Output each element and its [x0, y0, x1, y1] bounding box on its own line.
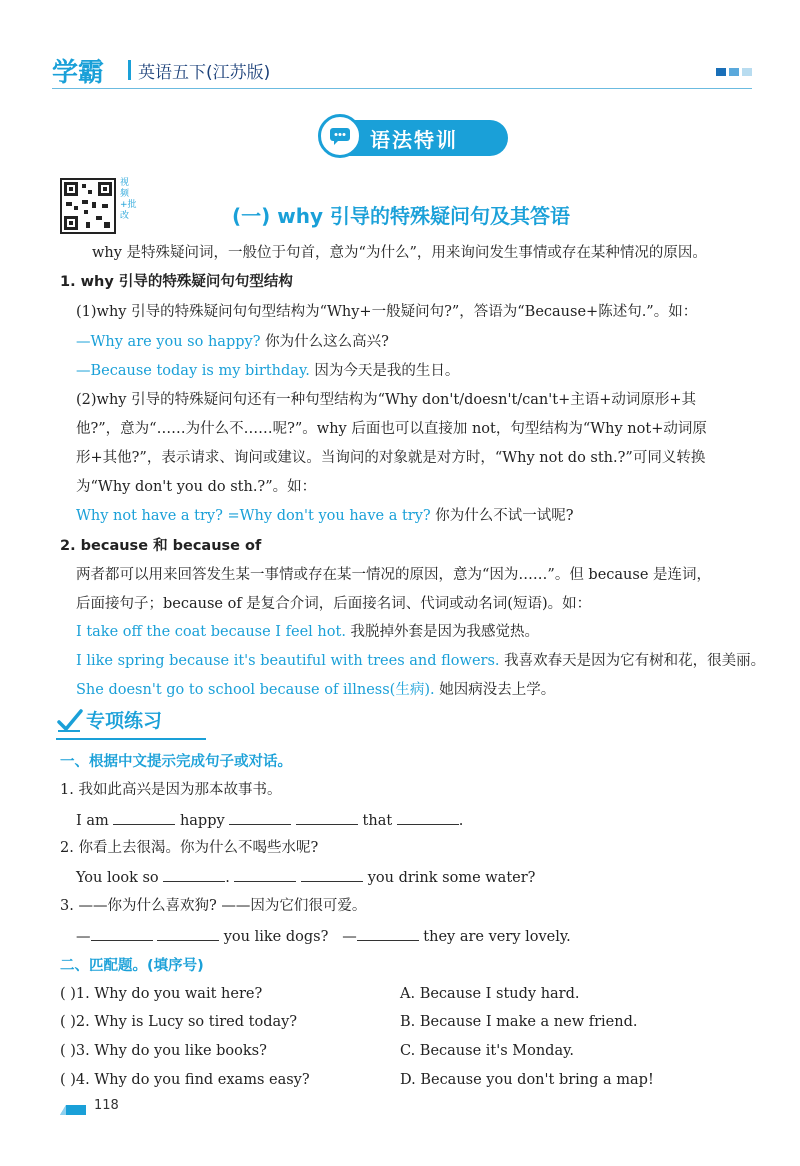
answer-blank[interactable] — [229, 810, 291, 825]
answer-blank[interactable] — [301, 867, 363, 882]
q1-prompt: 1. 我如此高兴是因为那本故事书。 — [60, 782, 282, 798]
point1-heading: 1. why 引导的特殊疑问句句型结构 — [60, 274, 293, 290]
match-answer: C. Because it's Monday. — [400, 1043, 574, 1059]
qr-caption: 视频+批改 — [120, 178, 137, 221]
q1-sentence: I am happy that . — [76, 810, 463, 831]
point2-heading: 2. because 和 because of — [60, 538, 262, 554]
match-question: ( )2. Why is Lucy so tired today? — [60, 1014, 298, 1030]
point1-line1: (1)why 引导的特殊疑问句句型结构为“Why+一般疑问句?”，答语为“Because+陈述句.”。如： — [76, 304, 698, 320]
q2-sentence: You look so . you drink some water? — [76, 867, 535, 888]
page-number: 118 — [94, 1098, 119, 1113]
example-6: She doesn't go to school because of illness(生病). 她因病没去上学。 — [76, 682, 556, 698]
answer-blank[interactable] — [397, 810, 459, 825]
example-4: I take off the coat because I feel hot. 我脱掉外套是因为我感觉热。 — [76, 624, 540, 640]
answer-blank[interactable] — [91, 926, 153, 941]
answer-blank[interactable] — [357, 926, 419, 941]
qr-code-icon — [60, 178, 116, 234]
match-question: ( )1. Why do you wait here? — [60, 986, 263, 1002]
example-5: I like spring because it's beautiful with trees and flowers. 我喜欢春天是因为它有树和花，很美丽。 — [76, 653, 766, 669]
part2-heading: 二、匹配题。(填序号) — [60, 958, 204, 974]
answer-blank[interactable] — [234, 867, 296, 882]
header-square-icon — [742, 68, 752, 76]
banner-title: 语法特训 — [370, 128, 458, 152]
answer-blank[interactable] — [157, 926, 219, 941]
pencil-icon — [58, 1102, 88, 1121]
point1-line2c: 形+其他?”，表示请求、询问或建议。当询问的对象就是对方时，“Why not do sth.?”可同义转换 — [76, 450, 706, 466]
logo: 学霸 — [52, 58, 105, 88]
match-answer: D. Because you don't bring a map! — [400, 1072, 654, 1088]
q3-prompt: 3. ——你为什么喜欢狗? ——因为它们很可爱。 — [60, 898, 367, 914]
intro-text: why 是特殊疑问词，一般位于句首，意为“为什么”，用来询问发生事情或存在某种情况的原因。 — [92, 245, 707, 261]
q2-prompt: 2. 你看上去很渴。你为什么不喝些水呢? — [60, 840, 319, 856]
practice-underline — [56, 738, 206, 740]
example-1: —Why are you so happy? 你为什么这么高兴? — [76, 334, 389, 350]
example-3: Why not have a try? =Why don't you have a try? 你为什么不试一试呢? — [76, 508, 574, 524]
q3-sentence: — you like dogs? — they are very lovely. — [76, 926, 571, 947]
match-question: ( )3. Why do you like books? — [60, 1043, 267, 1059]
point2-line2: 后面接句子；because of 是复合介词，后面接名词、代词或动名词(短语)。如： — [76, 596, 592, 612]
header-divider — [128, 60, 131, 80]
match-answer: A. Because I study hard. — [400, 986, 580, 1002]
header-rule — [52, 88, 752, 89]
match-question: ( )4. Why do you find exams easy? — [60, 1072, 310, 1088]
answer-blank[interactable] — [296, 810, 358, 825]
chat-bubble-icon — [318, 114, 362, 158]
answer-blank[interactable] — [163, 867, 225, 882]
header-square-icon — [716, 68, 726, 76]
answer-blank[interactable] — [113, 810, 175, 825]
point1-line2b: 他?”，意为“……为什么不……呢?”。why 后面也可以直接加 not，句型结构为“Why not+动词原 — [76, 421, 707, 437]
header-square-icon — [729, 68, 739, 76]
match-answer: B. Because I make a new friend. — [400, 1014, 638, 1030]
pen-check-icon — [56, 708, 84, 738]
section-title: (一) why 引导的特殊疑问句及其答语 — [232, 204, 570, 228]
example-2: —Because today is my birthday. 因为今天是我的生日。 — [76, 363, 460, 379]
point1-line2d: 为“Why don't you do sth.?”。如： — [76, 479, 317, 495]
point1-line2a: (2)why 引导的特殊疑问句还有一种句型结构为“Why don't/doesn't/can't+主语+动词原形+其 — [76, 392, 697, 408]
point2-line1: 两者都可以用来回答发生某一事情或存在某一情况的原因，意为“因为……”。但 because 是连词， — [76, 567, 712, 583]
book-title: 英语五下(江苏版) — [138, 63, 271, 83]
practice-title: 专项练习 — [86, 710, 163, 732]
part1-heading: 一、根据中文提示完成句子或对话。 — [60, 754, 292, 770]
